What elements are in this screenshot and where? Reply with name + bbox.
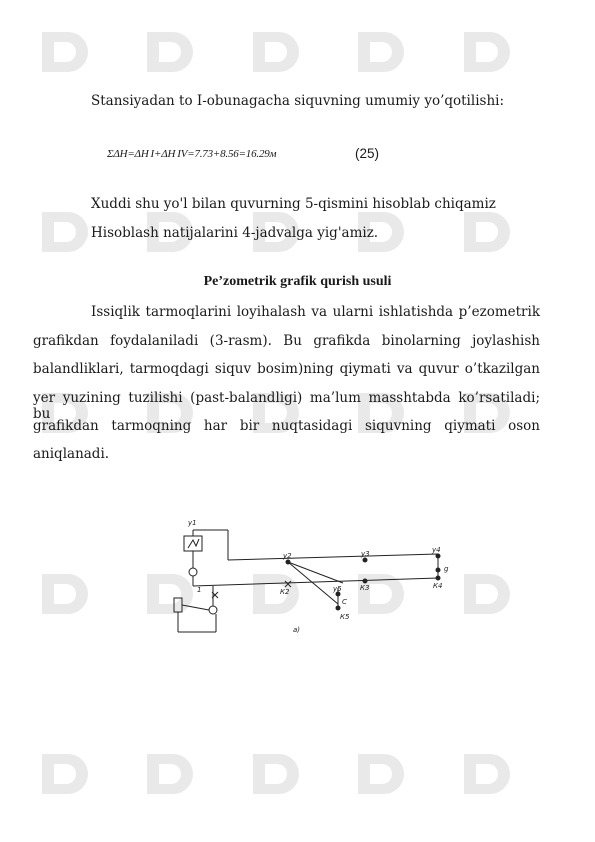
supply-main [228,554,438,560]
d-logo-icon [143,28,199,76]
station-box [184,536,202,551]
paragraph-line-2: grafikdan foydalaniladi (3-rasm). Bu grafikda binolarning joylashish [33,333,540,349]
d-logo-icon [143,750,199,798]
node-g [436,568,440,572]
d-logo-icon [38,28,94,76]
d-logo-icon [460,208,516,256]
intro-text: Stansiyadan to I-obunagacha siquvning umumiy yo’qotilishi: [91,93,505,109]
label-k4: К4 [433,582,443,590]
label-u1: у1 [188,519,197,527]
paragraph-line-1: Issiqlik tarmoqlarini loyihalash va ularni ishlatishda p’ezometrik [91,304,540,320]
label-g: g [444,565,449,573]
d-logo-icon [354,28,410,76]
d-logo-icon [249,750,305,798]
label-u3: у3 [361,550,370,558]
body-line-3: Hisoblash natijalarini 4-jadvalga yig'amiz. [91,225,379,241]
d-logo-icon [38,208,94,256]
node-k3 [363,579,367,583]
paragraph-line-5: grafikdan tarmoqning har bir nuqtasidagi siquvning qiymati oson [33,418,540,434]
paragraph-line-3: balandliklari, tarmoqdagi siquv bosim)ning qiymati va quvur o’tkazilgan [33,361,540,377]
d-logo-icon [460,28,516,76]
section-heading: Pe’zometrik grafik qurish usuli [203,274,392,289]
d-logo-icon [38,570,94,618]
d-logo-icon [460,570,516,618]
network-scheme-figure [168,508,458,648]
label-c: С [342,598,347,606]
node-u3 [363,558,367,562]
label-k2: К2 [280,588,290,596]
station-symbol [188,539,199,548]
label-k3: К3 [360,584,370,592]
node-k5 [336,606,340,610]
label-u2: у2 [283,552,292,560]
label-u4: у4 [432,546,441,554]
node-k2-cross [285,581,291,587]
node-u4 [436,554,440,558]
node-k4 [436,576,440,580]
equation-number: (25) [355,146,380,161]
node-u2 [286,560,290,564]
d-logo-icon [38,750,94,798]
label-k5: К5 [340,613,350,621]
network-scheme-svg [168,508,458,648]
boiler-box [174,598,182,612]
pump-circle [189,568,197,576]
d-logo-icon [249,28,305,76]
figure-caption: а) [293,626,301,634]
label-one: 1 [197,586,202,594]
paragraph-line-6: aniqlanadi. [33,446,110,462]
branch-diagonal-2 [288,562,343,583]
body-line-2: Xuddi shu yo'l bilan quvurning 5-qismini hisoblab chiqamiz [91,196,496,212]
d-logo-icon [354,750,410,798]
lower-pump [209,606,217,614]
label-u5: у5 [333,585,342,593]
formula-text: ΣΔH=ΔH I+ΔH IV=7.73+8.56=16.29м [107,148,277,160]
boiler-link [182,605,209,610]
paragraph-line-4: yer yuzining tuzilishi (past-balandligi) ma’lum masshtabda ko’rsatiladi; bu [33,390,540,422]
d-logo-icon [460,750,516,798]
formula [107,148,276,160]
